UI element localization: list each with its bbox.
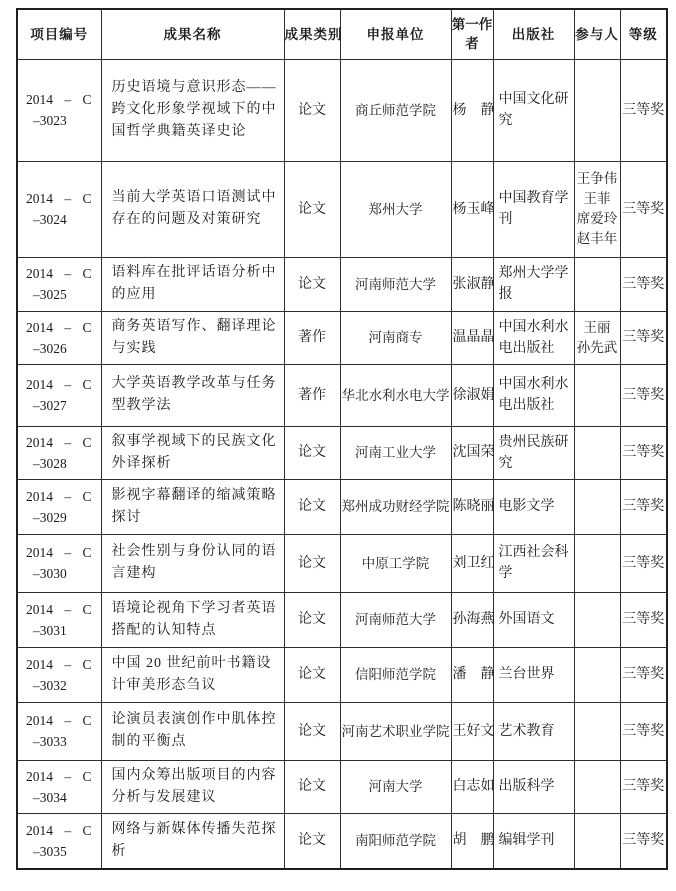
cell-publisher: 中国水利水电出版社 xyxy=(493,364,574,426)
awards-table xyxy=(16,8,668,870)
project-code-line1: 2014 – C xyxy=(26,434,92,450)
project-code-line2: –3030 xyxy=(33,566,67,581)
cell-publisher: 贵州民族研究 xyxy=(493,426,574,479)
cell-achievement-name: 网络与新媒体传播失范探析 xyxy=(101,813,284,869)
column-header: 等级 xyxy=(620,9,667,59)
column-header: 成果类别 xyxy=(284,9,340,59)
cell-participants xyxy=(574,59,620,161)
cell-publisher: 中国教育学刊 xyxy=(493,161,574,257)
table-row xyxy=(17,426,667,479)
cell-participants xyxy=(574,364,620,426)
project-code-line2: –3034 xyxy=(33,789,67,805)
cell-publisher: 艺术教育 xyxy=(493,702,574,760)
column-header: 出版社 xyxy=(493,9,574,59)
cell-participants xyxy=(574,702,620,760)
table-header xyxy=(17,9,667,59)
project-code-line2: –3025 xyxy=(33,287,67,302)
cell-first-author: 白志如 xyxy=(451,760,493,813)
cell-achievement-name: 国内众筹出版项目的内容分析与发展建议 xyxy=(101,760,284,813)
cell-first-author: 杨 静 xyxy=(451,59,493,161)
cell-first-author: 潘 静 xyxy=(451,647,493,702)
project-code-line1: 2014 – C xyxy=(26,377,92,392)
cell-first-author: 胡 鹏 xyxy=(451,813,493,869)
cell-reporting-unit: 河南商专 xyxy=(340,311,451,364)
cell-first-author: 杨玉峰 xyxy=(451,161,493,257)
cell-project-code xyxy=(17,479,101,534)
cell-publisher: 郑州大学学报 xyxy=(493,257,574,311)
cell-participants xyxy=(574,479,620,534)
cell-project-code xyxy=(17,592,101,647)
table-row xyxy=(17,813,667,869)
cell-reporting-unit: 河南师范大学 xyxy=(340,257,451,311)
cell-project-code xyxy=(17,257,101,311)
project-code-line1: 2014 – C xyxy=(26,713,92,728)
cell-achievement-category: 论文 xyxy=(284,760,340,813)
cell-reporting-unit: 河南师范大学 xyxy=(340,592,451,647)
cell-reporting-unit: 河南工业大学 xyxy=(340,426,451,479)
column-header: 申报单位 xyxy=(340,9,451,59)
cell-achievement-category: 论文 xyxy=(284,813,340,869)
cell-achievement-name: 叙事学视域下的民族文化外译探析 xyxy=(101,426,284,479)
cell-first-author: 温晶晶 xyxy=(451,311,493,364)
cell-reporting-unit: 中原工学院 xyxy=(340,534,451,592)
cell-publisher: 外国语文 xyxy=(493,592,574,647)
cell-first-author: 陈晓丽 xyxy=(451,479,493,534)
cell-project-code xyxy=(17,534,101,592)
cell-reporting-unit: 商丘师范学院 xyxy=(340,59,451,161)
cell-award-grade: 三等奖 xyxy=(620,161,667,257)
participant-name: 孙先武 xyxy=(576,339,618,355)
participant-name: 席爱玲 xyxy=(576,211,618,226)
project-code-line2: –3026 xyxy=(33,340,67,356)
cell-award-grade: 三等奖 xyxy=(620,534,667,592)
cell-first-author: 徐淑娟 xyxy=(451,364,493,426)
cell-achievement-category: 著作 xyxy=(284,311,340,364)
header-row xyxy=(17,9,667,59)
cell-award-grade: 三等奖 xyxy=(620,479,667,534)
cell-project-code xyxy=(17,364,101,426)
cell-award-grade: 三等奖 xyxy=(620,311,667,364)
project-code-line2: –3027 xyxy=(33,398,67,413)
project-code-line1: 2014 – C xyxy=(26,822,92,838)
cell-reporting-unit: 华北水利水电大学 xyxy=(340,364,451,426)
cell-project-code xyxy=(17,311,101,364)
column-header: 项目编号 xyxy=(17,9,101,59)
cell-award-grade: 三等奖 xyxy=(620,364,667,426)
table-row xyxy=(17,534,667,592)
participant-name: 赵丰年 xyxy=(576,231,618,246)
column-header: 成果名称 xyxy=(101,9,284,59)
cell-project-code xyxy=(17,760,101,813)
column-header: 第一作者 xyxy=(451,9,493,59)
table-row xyxy=(17,364,667,426)
cell-achievement-name: 历史语境与意识形态——跨文化形象学视域下的中国哲学典籍英译史论 xyxy=(101,59,284,161)
table-row xyxy=(17,592,667,647)
participant-name: 王争伟 xyxy=(576,171,618,186)
cell-achievement-category: 论文 xyxy=(284,702,340,760)
cell-participants xyxy=(574,257,620,311)
cell-project-code xyxy=(17,161,101,257)
cell-achievement-name: 语料库在批评话语分析中的应用 xyxy=(101,257,284,311)
project-code-line1: 2014 – C xyxy=(26,768,92,784)
cell-award-grade: 三等奖 xyxy=(620,59,667,161)
cell-project-code xyxy=(17,647,101,702)
cell-achievement-category: 论文 xyxy=(284,161,340,257)
cell-achievement-name: 语境论视角下学习者英语搭配的认知特点 xyxy=(101,592,284,647)
table-row xyxy=(17,59,667,161)
table-row xyxy=(17,479,667,534)
cell-achievement-category: 论文 xyxy=(284,257,340,311)
project-code-line2: –3032 xyxy=(33,677,67,693)
cell-award-grade: 三等奖 xyxy=(620,426,667,479)
cell-achievement-name: 大学英语教学改革与任务型教学法 xyxy=(101,364,284,426)
cell-publisher: 电影文学 xyxy=(493,479,574,534)
cell-project-code xyxy=(17,59,101,161)
project-code-line2: –3028 xyxy=(33,455,67,471)
cell-participants xyxy=(574,534,620,592)
table-row xyxy=(17,702,667,760)
cell-achievement-name: 商务英语写作、翻译理论与实践 xyxy=(101,311,284,364)
cell-first-author: 王好文 xyxy=(451,702,493,760)
cell-achievement-category: 论文 xyxy=(284,59,340,161)
cell-participants xyxy=(574,426,620,479)
cell-publisher: 中国文化研究 xyxy=(493,59,574,161)
project-code-line1: 2014 – C xyxy=(26,191,92,206)
table-body xyxy=(17,59,667,869)
cell-achievement-name: 论演员表演创作中肌体控制的平衡点 xyxy=(101,702,284,760)
cell-project-code xyxy=(17,702,101,760)
table-row xyxy=(17,311,667,364)
cell-participants xyxy=(574,813,620,869)
cell-project-code xyxy=(17,426,101,479)
table-row xyxy=(17,257,667,311)
cell-achievement-category: 著作 xyxy=(284,364,340,426)
project-code-line1: 2014 – C xyxy=(26,488,92,504)
table-row xyxy=(17,647,667,702)
cell-participants xyxy=(574,161,620,257)
cell-achievement-category: 论文 xyxy=(284,592,340,647)
cell-first-author: 孙海燕 xyxy=(451,592,493,647)
project-code-line2: –3023 xyxy=(33,113,67,128)
cell-achievement-category: 论文 xyxy=(284,479,340,534)
cell-reporting-unit: 河南大学 xyxy=(340,760,451,813)
cell-award-grade: 三等奖 xyxy=(620,592,667,647)
participant-name: 王丽 xyxy=(583,319,611,335)
cell-publisher: 编辑学刊 xyxy=(493,813,574,869)
cell-reporting-unit: 郑州成功财经学院 xyxy=(340,479,451,534)
cell-first-author: 沈国荣 xyxy=(451,426,493,479)
cell-achievement-name: 当前大学英语口语测试中存在的问题及对策研究 xyxy=(101,161,284,257)
project-code-line2: –3029 xyxy=(33,509,67,525)
cell-publisher: 兰台世界 xyxy=(493,647,574,702)
cell-achievement-category: 论文 xyxy=(284,647,340,702)
project-code-line1: 2014 – C xyxy=(26,266,92,281)
cell-publisher: 中国水利水电出版社 xyxy=(493,311,574,364)
cell-award-grade: 三等奖 xyxy=(620,760,667,813)
project-code-line1: 2014 – C xyxy=(26,545,92,560)
project-code-line1: 2014 – C xyxy=(26,601,92,617)
table-row xyxy=(17,760,667,813)
cell-award-grade: 三等奖 xyxy=(620,647,667,702)
project-code-line2: –3031 xyxy=(33,622,67,638)
cell-achievement-name: 中国 20 世纪前叶书籍设计审美形态刍议 xyxy=(101,647,284,702)
project-code-line2: –3035 xyxy=(33,843,67,859)
cell-project-code xyxy=(17,813,101,869)
project-code-line2: –3033 xyxy=(33,734,67,749)
cell-reporting-unit: 河南艺术职业学院 xyxy=(340,702,451,760)
cell-first-author: 刘卫红 xyxy=(451,534,493,592)
cell-participants xyxy=(574,647,620,702)
cell-achievement-category: 论文 xyxy=(284,534,340,592)
cell-participants xyxy=(574,592,620,647)
cell-reporting-unit: 信阳师范学院 xyxy=(340,647,451,702)
cell-publisher: 江西社会科学 xyxy=(493,534,574,592)
table-row xyxy=(17,161,667,257)
participant-name: 王菲 xyxy=(583,191,611,206)
project-code-line1: 2014 – C xyxy=(26,319,92,335)
cell-participants xyxy=(574,760,620,813)
cell-reporting-unit: 郑州大学 xyxy=(340,161,451,257)
cell-award-grade: 三等奖 xyxy=(620,702,667,760)
cell-award-grade: 三等奖 xyxy=(620,257,667,311)
cell-award-grade: 三等奖 xyxy=(620,813,667,869)
cell-achievement-name: 影视字幕翻译的缩减策略探讨 xyxy=(101,479,284,534)
column-header: 参与人 xyxy=(574,9,620,59)
cell-reporting-unit: 南阳师范学院 xyxy=(340,813,451,869)
project-code-line1: 2014 – C xyxy=(26,656,92,672)
cell-achievement-name: 社会性别与身份认同的语言建构 xyxy=(101,534,284,592)
cell-first-author: 张淑静 xyxy=(451,257,493,311)
project-code-line1: 2014 – C xyxy=(26,92,92,107)
cell-publisher: 出版科学 xyxy=(493,760,574,813)
project-code-line2: –3024 xyxy=(33,212,67,227)
cell-participants xyxy=(574,311,620,364)
cell-achievement-category: 论文 xyxy=(284,426,340,479)
